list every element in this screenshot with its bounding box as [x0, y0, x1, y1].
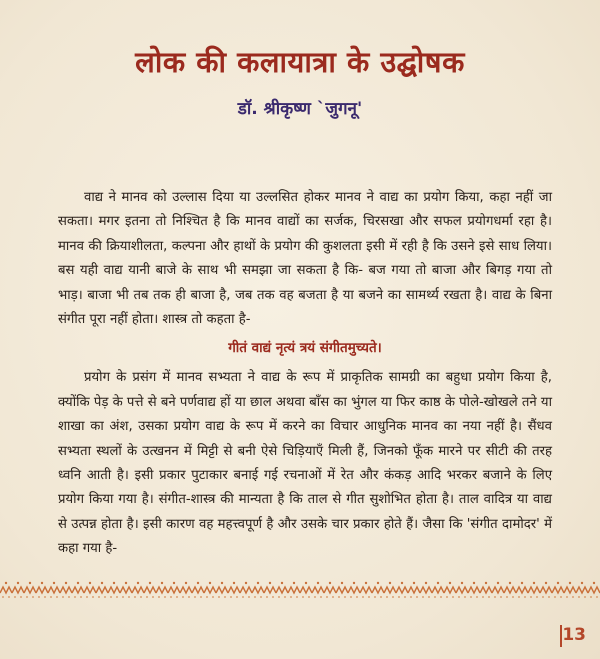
paragraph-1: वाद्य ने मानव को उल्लास दिया या उल्लसित होकर मानव ने वाद्य का प्रयोग किया, कहा नहीं जा सकता। मगर इतना तो निश्चित है कि मानव वाद्यों का सर्जक, चिरसखा और सफल प्रयोगधर्मा रहा है। मानव की क्रियाशीलता, कल्पना और हाथों के प्रयोग की कुशलता इसी में रही है कि उसने इसे साध लिया। बस यही वाद्य यानी बाजे के साथ भी समझा जा सकता है कि- बज गया तो बाजा और बिगड़ गया तो भाड़। बाजा भी तब तक ही बाजा है, जब तक वह बजता है या बजने का सामर्थ्य रखता है। वाद्य के बिना संगीत पूरा नहीं होता। शास्त्र तो कहता है- — [58, 190, 552, 328]
article-body — [58, 186, 552, 562]
page-number: 13 — [562, 625, 586, 645]
author-name: डॉ. श्रीकृष्ण `जुगनू' — [237, 99, 363, 119]
paragraph-2: प्रयोग के प्रसंग में मानव सभ्यता ने वाद्य के रूप में प्राकृतिक सामग्री का बहुधा प्रयोग किया है, क्योंकि पेड़ के पत्ते से बने पर्णवाद्य हों या छाल अथवा बाँस का भुंगल या फिर काष्ठ के पोले-खोखले तने या शाखा का अंश, उसका प्रयोग वाद्य के रूप में करने का विचार आधुनिक मानव का नया नहीं है। सैंधव सभ्यता स्थलों के उत्खनन में मिट्टी से बनी ऐसे चिड़ियाएँ मिली हैं, जिनको फूँक मारने पर सीटी की तरह ध्वनि आती है। इसी प्रकार पुटाकार बनाई गई रचनाओं में रेत और कंकड़ आदि भरकर बजाने के लिए प्रयोग किया गया है। संगीत-शास्त्र की मान्यता है कि ताल से गीत सुशोभित होता है। ताल वादित्र या वाद्य से उत्पन्न होता है। इसी कारण वह महत्त्वपूर्ण है और उसके चार प्रकार होते हैं। जैसा कि 'संगीत दामोदर' में कहा गया है- — [58, 370, 552, 557]
decorative-border — [0, 578, 600, 600]
article-title: लोक की कलायात्रा के उद्घोषक — [135, 45, 465, 79]
sanskrit-verse: गीतं वाद्यं नृत्यं त्रयं संगीतमुच्यते। — [228, 340, 382, 357]
